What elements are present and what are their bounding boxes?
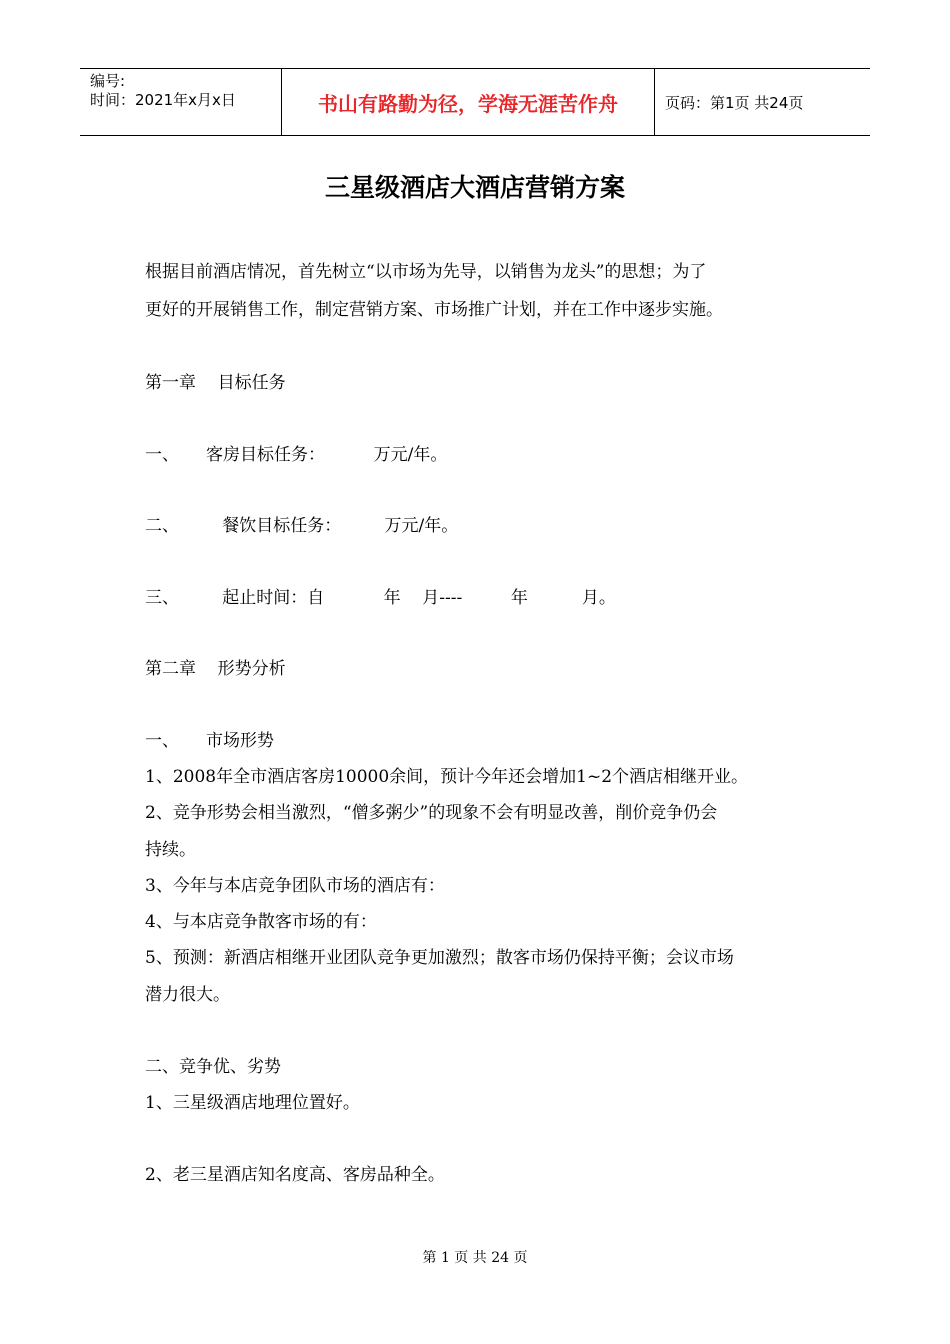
header-table bbox=[80, 68, 870, 136]
list-item-continued: 潜力很大。 bbox=[145, 985, 230, 1005]
chapter-heading: 第二章 形势分析 bbox=[145, 659, 286, 679]
header-motto: 书山有路勤为径，学海无涯苦作舟 bbox=[282, 69, 655, 135]
page-footer: 第 1 页 共 24 页 bbox=[422, 1250, 528, 1266]
header-page-info: 页码：第1页 共24页 bbox=[665, 93, 804, 112]
list-item: 4、与本店竞争散客市场的有： bbox=[145, 912, 377, 932]
list-item: 2、老三星酒店知名度高、客房品种全。 bbox=[145, 1165, 445, 1185]
list-item-continued: 持续。 bbox=[145, 840, 196, 860]
list-item: 1、三星级酒店地理位置好。 bbox=[145, 1093, 360, 1113]
section-heading: 二、竞争优、劣势 bbox=[145, 1057, 281, 1077]
list-item: 5、预测：新酒店相继开业团队竞争更加激烈；散客市场仍保持平衡；会议市场 bbox=[145, 948, 734, 968]
list-item: 二、 餐饮目标任务： 万元/年。 bbox=[145, 516, 459, 536]
list-item: 三、 起止时间：自 年 月---- 年 月。 bbox=[145, 588, 616, 608]
list-item: 2、竞争形势会相当激烈，“僧多粥少”的现象不会有明显改善，削价竞争仍会 bbox=[145, 803, 718, 823]
number-label: 编号: bbox=[90, 72, 126, 90]
list-item: 3、今年与本店竞争团队市场的酒店有： bbox=[145, 876, 445, 896]
list-item: 1、2008年全市酒店客房10000余间，预计今年还会增加1~2个酒店相继开业。 bbox=[145, 767, 749, 787]
paragraph-line: 根据目前酒店情况，首先树立“以市场为先导，以销售为龙头”的思想；为了 bbox=[145, 262, 707, 282]
document-title: 三星级酒店大酒店营销方案 bbox=[324, 173, 625, 202]
list-item: 一、 客房目标任务： 万元/年。 bbox=[145, 445, 448, 465]
paragraph-line: 更好的开展销售工作，制定营销方案、市场推广计划，并在工作中逐步实施。 bbox=[145, 300, 723, 320]
time-label: 时间：2021年x月x日 bbox=[90, 91, 236, 109]
header-meta-cell bbox=[80, 69, 282, 135]
section-heading: 一、 市场形势 bbox=[145, 731, 275, 751]
chapter-heading: 第一章 目标任务 bbox=[145, 373, 286, 393]
